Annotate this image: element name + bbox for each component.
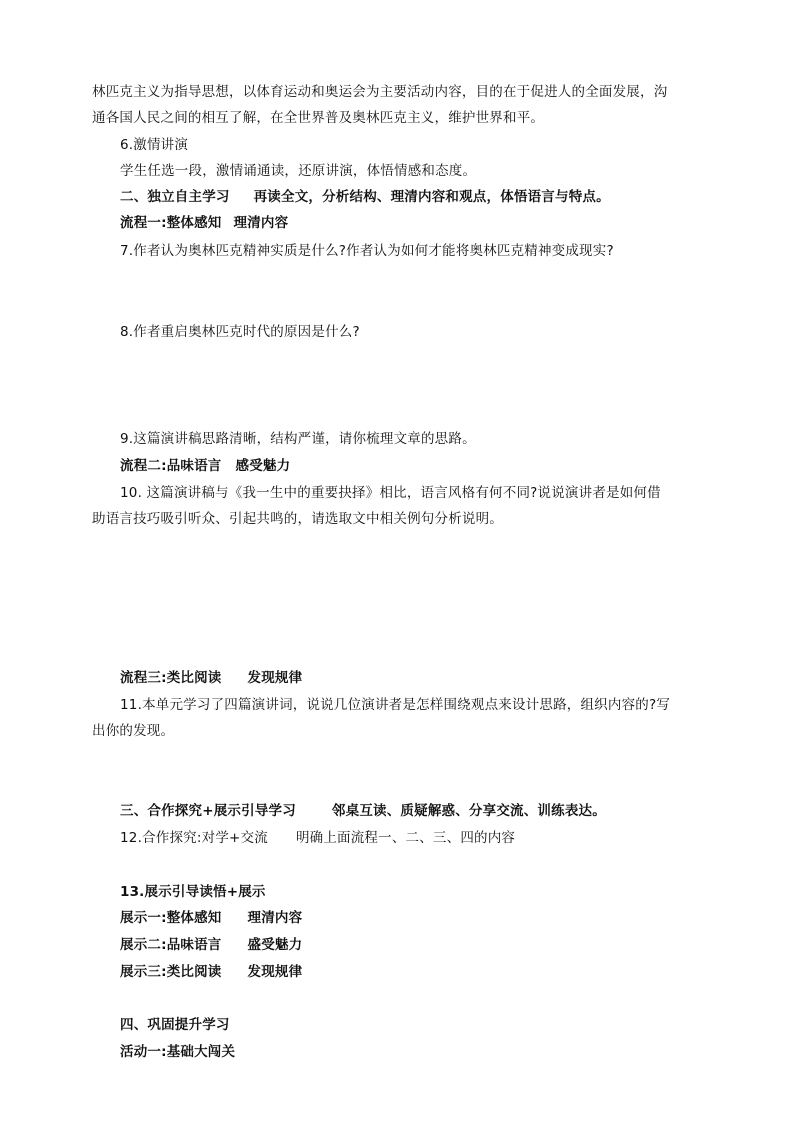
item6-heading: 6.激情讲演 xyxy=(120,137,189,153)
process3-label: 流程三:类比阅读 xyxy=(120,670,222,686)
process1-topic: 理清内容 xyxy=(233,215,289,231)
question-10-line-2: 助语言技巧吸引听众、引起共鸣的，请选取文中相关例句分析说明。 xyxy=(92,511,503,527)
section2-title: 二、独立自主学习 xyxy=(120,189,230,205)
section3-title: 三、合作探究+展示引导学习 xyxy=(120,803,296,819)
question-10-line-1: 10. 这篇演讲稿与《我一生中的重要抉择》相比，语言风格有何不同?说说演讲者是如何借 xyxy=(120,485,661,501)
process2-label: 流程二:品味语言 xyxy=(120,458,222,474)
question-12 xyxy=(120,828,515,848)
section4-title: 四、巩固提升学习 xyxy=(120,1017,230,1033)
question-8: 8.作者重启奥林匹克时代的原因是什么? xyxy=(120,324,360,340)
item13-row xyxy=(120,962,302,982)
process3-topic: 发现规律 xyxy=(247,670,303,686)
process1-heading xyxy=(120,213,288,233)
section3-subtitle: 邻桌互读、质疑解惑、分享交流、训练表达。 xyxy=(331,803,606,819)
process1-label: 流程一:整体感知 xyxy=(120,215,222,231)
showcase-2-topic: 盛受魅力 xyxy=(247,937,303,953)
question-12-text: 12.合作探究:对学+交流 xyxy=(120,830,268,846)
intro-line-2: 通各国人民之间的相互了解，在全世界普及奥林匹克主义，维护世界和平。 xyxy=(92,110,545,126)
question-11-line-2: 出你的发现。 xyxy=(92,723,175,739)
item13-row xyxy=(120,908,302,928)
item13-heading: 13.展示引导读悟+展示 xyxy=(120,884,266,900)
process2-heading xyxy=(120,456,290,476)
process3-heading xyxy=(120,668,302,688)
showcase-1-topic: 理清内容 xyxy=(247,910,303,926)
section2-heading xyxy=(120,187,610,207)
question-12-detail: 明确上面流程一、二、三、四的内容 xyxy=(295,830,516,846)
section3-heading xyxy=(120,801,606,821)
intro-line-1: 林匹克主义为指导思想，以体育运动和奥运会为主要活动内容，目的在于促进人的全面发展，沟 xyxy=(92,84,668,100)
activity-1: 活动一:基础大闯关 xyxy=(120,1044,236,1060)
showcase-1-label: 展示一:整体感知 xyxy=(120,910,222,926)
showcase-3-topic: 发现规律 xyxy=(247,964,303,980)
showcase-3-label: 展示三:类比阅读 xyxy=(120,964,222,980)
question-9: 9.这篇演讲稿思路清晰，结构严谨，请你梳理文章的思路。 xyxy=(120,431,476,447)
showcase-2-label: 展示二:品味语言 xyxy=(120,937,222,953)
question-11-line-1: 11.本单元学习了四篇演讲词，说说几位演讲者是怎样围绕观点来设计思路，组织内容的?写 xyxy=(120,697,671,713)
item6-text: 学生任选一段，激情诵通读，还原讲演，体悟情感和态度。 xyxy=(120,163,477,179)
item13-row xyxy=(120,935,302,955)
process2-topic: 感受魅力 xyxy=(235,458,291,474)
question-7: 7.作者认为奥林匹克精神实质是什么?作者认为如何才能将奥林匹克精神变成现实? xyxy=(120,243,614,259)
section2-subtitle: 再读全文，分析结构、理清内容和观点，体悟语言与特点。 xyxy=(253,189,610,205)
